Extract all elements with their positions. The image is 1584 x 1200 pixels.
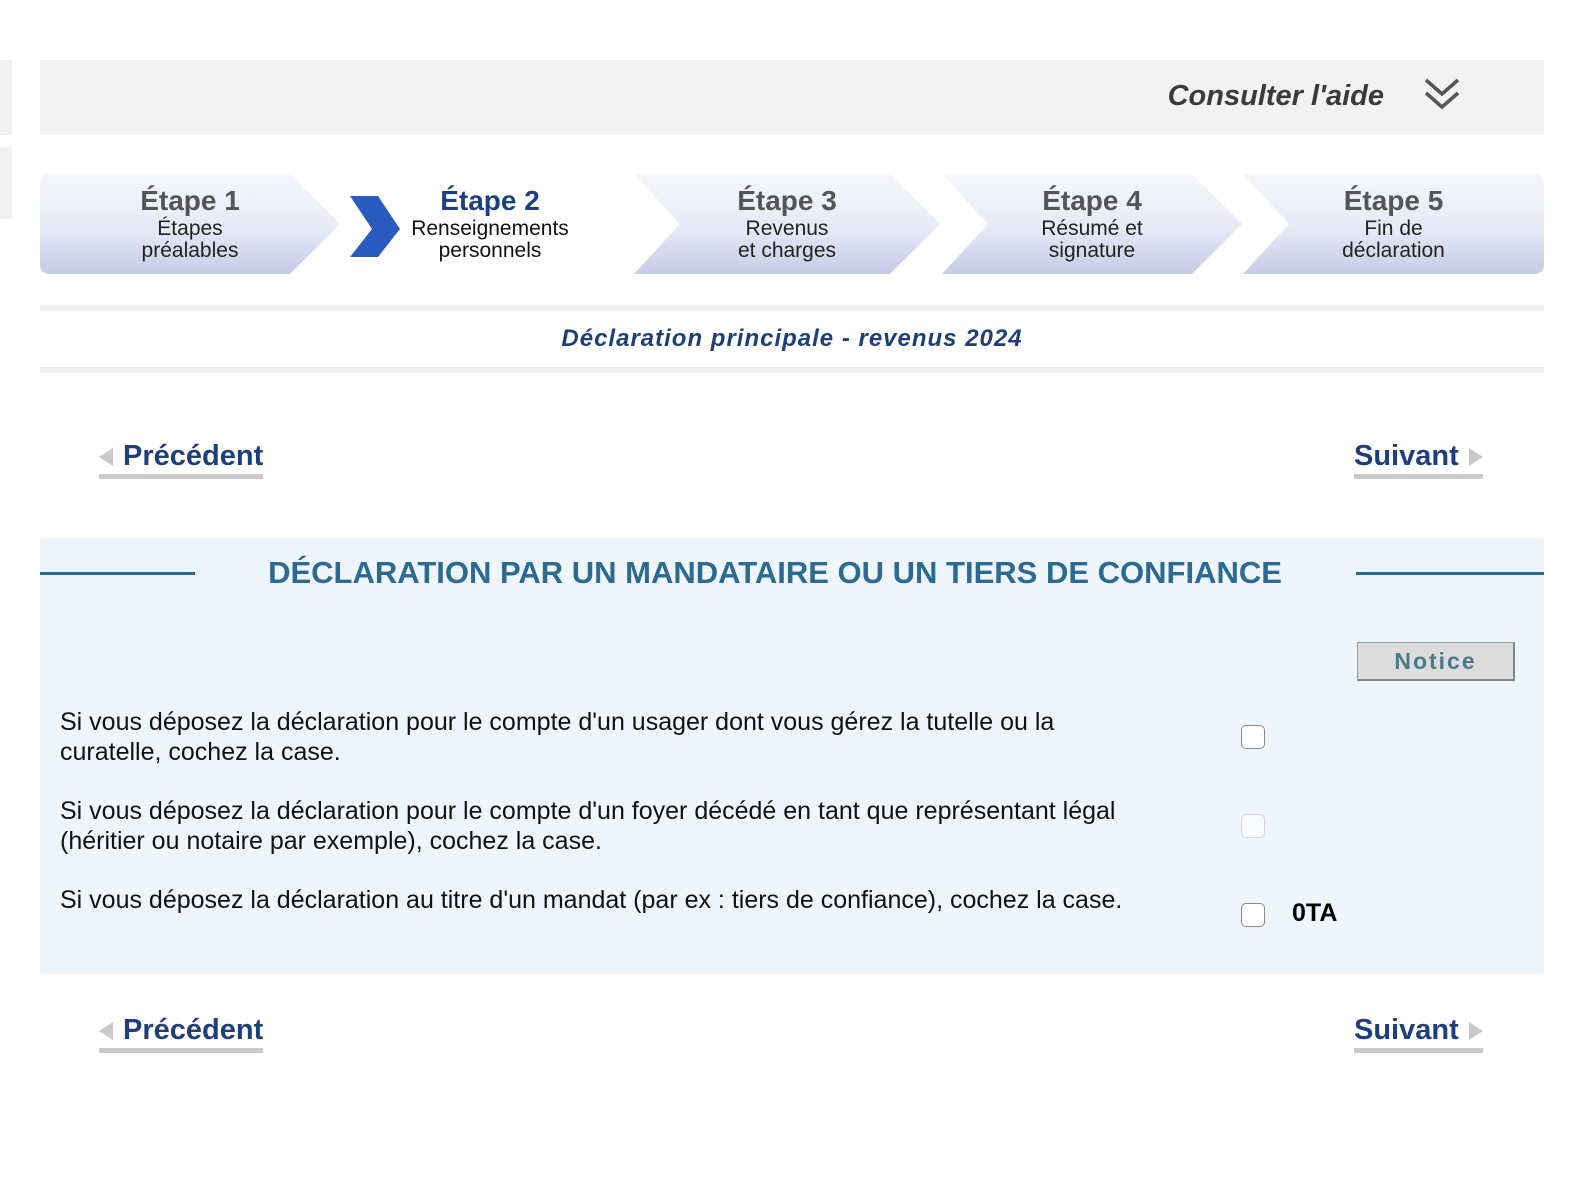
question-tutelle: Si vous déposez la déclaration pour le compte d'un usager dont vous gérez la tutelle ou la curatelle, cochez la case.: [60, 708, 1055, 766]
checkbox-tutelle[interactable]: [1241, 725, 1265, 749]
step-text: [942, 184, 1242, 262]
previous-button-bottom[interactable]: [99, 1012, 263, 1053]
declaration-title: Déclaration principale - revenus 2024: [40, 305, 1544, 373]
step-text: [40, 184, 340, 262]
next-button-top[interactable]: [1354, 438, 1483, 479]
checkbox-foyer-decede[interactable]: [1241, 814, 1265, 838]
step-label: Résumé et: [1041, 217, 1143, 240]
help-link[interactable]: Consulter l'aide: [1167, 80, 1384, 112]
next-label: Suivant: [1354, 1014, 1459, 1046]
arrow-right-icon: [1469, 448, 1483, 466]
step-number: Étape 2: [440, 185, 540, 216]
arrow-left-icon: [99, 448, 113, 466]
notice-button[interactable]: Notice: [1357, 642, 1515, 681]
left-edge-strip: [0, 60, 12, 135]
double-chevron-down-icon[interactable]: [1422, 76, 1462, 116]
next-button-bottom[interactable]: [1354, 1012, 1483, 1053]
step-number: Étape 3: [737, 185, 837, 216]
title-divider-left: [40, 572, 195, 575]
step-number: Étape 5: [1343, 185, 1444, 216]
step-label: déclaration: [1342, 239, 1445, 262]
help-bar: [40, 60, 1544, 135]
step-label: Renseignements: [411, 217, 569, 240]
mandataire-section: [40, 538, 1544, 974]
step-text: [340, 184, 640, 262]
title-divider-right: [1356, 572, 1544, 575]
previous-button-top[interactable]: [99, 438, 263, 479]
step-number: Étape 4: [1042, 185, 1142, 216]
checkbox-mandat[interactable]: [1241, 903, 1265, 927]
step-3: [634, 174, 940, 274]
step-label: Revenus: [745, 217, 829, 240]
previous-label: Précédent: [123, 1014, 264, 1046]
step-label: Étapes: [157, 217, 223, 240]
step-1: [40, 174, 340, 274]
next-label: Suivant: [1354, 440, 1459, 472]
step-2: [340, 174, 640, 274]
step-label: préalables: [141, 239, 239, 262]
step-text: [634, 184, 940, 262]
arrow-left-icon: [99, 1022, 113, 1040]
box-code-0TA: 0TA: [1292, 899, 1338, 927]
step-number: Étape 1: [140, 185, 240, 216]
left-edge-strip: [0, 147, 12, 219]
step-label: personnels: [438, 239, 542, 262]
arrow-right-icon: [1469, 1022, 1483, 1040]
step-label: Fin de: [1364, 217, 1423, 240]
section-title: DÉCLARATION PAR UN MANDATAIRE OU UN TIERS DE CONFIANCE: [268, 555, 1282, 590]
step-text: [1243, 184, 1544, 262]
question-mandat: Si vous déposez la déclaration au titre d'un mandat (par ex : tiers de confiance), cochez la case.: [60, 886, 1123, 914]
step-5: [1243, 174, 1544, 274]
step-4: [942, 174, 1242, 274]
step-progress: [40, 174, 1544, 274]
step-label: signature: [1048, 239, 1136, 262]
previous-label: Précédent: [123, 440, 264, 472]
question-foyer-decede: Si vous déposez la déclaration pour le compte d'un foyer décédé en tant que représentant légal (héritier ou notaire par exemple), cochez la case.: [60, 797, 1116, 855]
step-label: et charges: [737, 239, 837, 262]
